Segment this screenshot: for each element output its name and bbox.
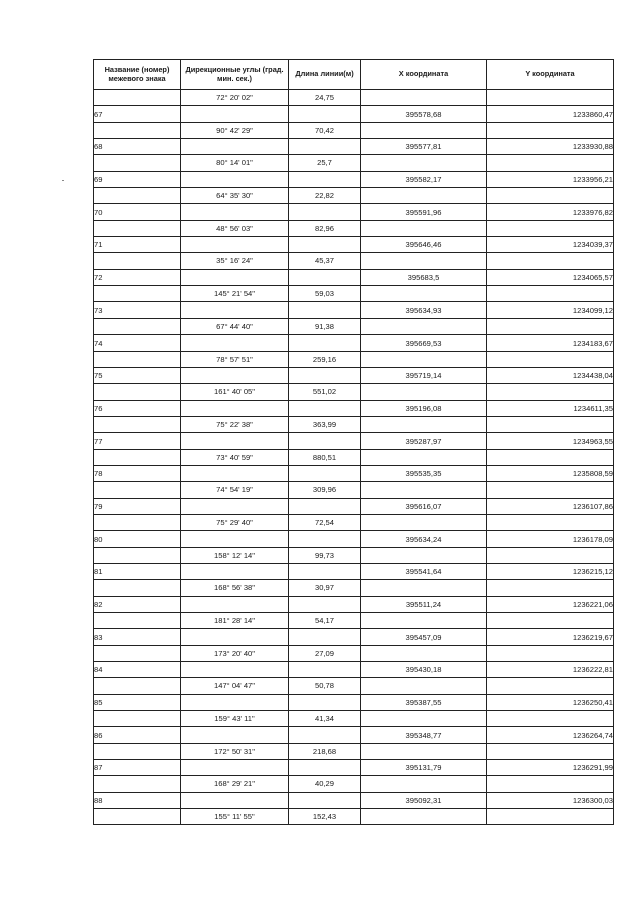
y-coordinate bbox=[487, 253, 614, 269]
x-coordinate: 395535,35 bbox=[361, 465, 487, 481]
direction-angle bbox=[181, 498, 289, 514]
x-coordinate bbox=[361, 220, 487, 236]
direction-angle bbox=[181, 792, 289, 808]
y-coordinate: 1236107,86 bbox=[487, 498, 614, 514]
point-name: 77 bbox=[94, 433, 181, 449]
y-coordinate bbox=[487, 547, 614, 563]
table-row-point bbox=[94, 531, 614, 547]
point-name: 76 bbox=[94, 400, 181, 416]
point-name: 68 bbox=[94, 139, 181, 155]
table-row-segment bbox=[94, 645, 614, 661]
line-length bbox=[289, 498, 361, 514]
header-y: Y координата bbox=[487, 60, 614, 90]
table-row-point bbox=[94, 596, 614, 612]
line-length bbox=[289, 433, 361, 449]
direction-angle: 74° 54' 19" bbox=[181, 482, 289, 498]
point-name: 83 bbox=[94, 629, 181, 645]
y-coordinate bbox=[487, 776, 614, 792]
table-row-segment bbox=[94, 547, 614, 563]
y-coordinate bbox=[487, 155, 614, 171]
point-name bbox=[94, 743, 181, 759]
direction-angle: 158° 12' 14" bbox=[181, 547, 289, 563]
x-coordinate bbox=[361, 416, 487, 432]
table-row-point bbox=[94, 760, 614, 776]
direction-angle: 80° 14' 01" bbox=[181, 155, 289, 171]
line-length bbox=[289, 792, 361, 808]
table-row-point bbox=[94, 400, 614, 416]
point-name: 75 bbox=[94, 367, 181, 383]
point-name bbox=[94, 220, 181, 236]
table-row-segment bbox=[94, 743, 614, 759]
x-coordinate: 395683,5 bbox=[361, 269, 487, 285]
direction-angle: 35° 16' 24" bbox=[181, 253, 289, 269]
line-length: 82,96 bbox=[289, 220, 361, 236]
y-coordinate bbox=[487, 743, 614, 759]
boundary-coordinates-table bbox=[93, 59, 614, 825]
direction-angle: 78° 57' 51" bbox=[181, 351, 289, 367]
point-name: 72 bbox=[94, 269, 181, 285]
table-row-segment bbox=[94, 514, 614, 530]
point-name bbox=[94, 122, 181, 138]
direction-angle bbox=[181, 629, 289, 645]
y-coordinate bbox=[487, 613, 614, 629]
direction-angle bbox=[181, 204, 289, 220]
x-coordinate: 395591,96 bbox=[361, 204, 487, 220]
direction-angle bbox=[181, 760, 289, 776]
line-length bbox=[289, 694, 361, 710]
x-coordinate: 395578,68 bbox=[361, 106, 487, 122]
x-coordinate: 395634,93 bbox=[361, 302, 487, 318]
point-name: 87 bbox=[94, 760, 181, 776]
point-name: 69 bbox=[94, 171, 181, 187]
x-coordinate bbox=[361, 776, 487, 792]
table-row-point bbox=[94, 171, 614, 187]
point-name: 74 bbox=[94, 335, 181, 351]
point-name bbox=[94, 155, 181, 171]
y-coordinate: 1233860,47 bbox=[487, 106, 614, 122]
x-coordinate: 395092,31 bbox=[361, 792, 487, 808]
x-coordinate: 395430,18 bbox=[361, 662, 487, 678]
line-length bbox=[289, 400, 361, 416]
point-name bbox=[94, 776, 181, 792]
table-row-segment bbox=[94, 613, 614, 629]
direction-angle: 168° 56' 38" bbox=[181, 580, 289, 596]
direction-angle: 168° 29' 21" bbox=[181, 776, 289, 792]
table-row-point bbox=[94, 237, 614, 253]
line-length bbox=[289, 596, 361, 612]
line-length: 50,78 bbox=[289, 678, 361, 694]
point-name bbox=[94, 645, 181, 661]
direction-angle bbox=[181, 433, 289, 449]
point-name: 85 bbox=[94, 694, 181, 710]
table-body bbox=[94, 90, 614, 825]
point-name bbox=[94, 416, 181, 432]
point-name: 67 bbox=[94, 106, 181, 122]
x-coordinate bbox=[361, 809, 487, 825]
point-name bbox=[94, 678, 181, 694]
x-coordinate bbox=[361, 449, 487, 465]
x-coordinate: 395634,24 bbox=[361, 531, 487, 547]
x-coordinate bbox=[361, 547, 487, 563]
line-length bbox=[289, 171, 361, 187]
point-name: 81 bbox=[94, 563, 181, 579]
y-coordinate: 1236300,03 bbox=[487, 792, 614, 808]
y-coordinate bbox=[487, 351, 614, 367]
table-row-point bbox=[94, 302, 614, 318]
y-coordinate bbox=[487, 416, 614, 432]
point-name bbox=[94, 482, 181, 498]
line-length bbox=[289, 629, 361, 645]
x-coordinate: 395582,17 bbox=[361, 171, 487, 187]
y-coordinate: 1236291,99 bbox=[487, 760, 614, 776]
x-coordinate bbox=[361, 286, 487, 302]
x-coordinate: 395131,79 bbox=[361, 760, 487, 776]
y-coordinate bbox=[487, 580, 614, 596]
direction-angle bbox=[181, 694, 289, 710]
line-length: 72,54 bbox=[289, 514, 361, 530]
table-row-point bbox=[94, 367, 614, 383]
point-name: 73 bbox=[94, 302, 181, 318]
direction-angle bbox=[181, 727, 289, 743]
point-name: 78 bbox=[94, 465, 181, 481]
point-name bbox=[94, 318, 181, 334]
table-row-point bbox=[94, 792, 614, 808]
table-row-segment bbox=[94, 351, 614, 367]
line-length: 25,7 bbox=[289, 155, 361, 171]
table-row-segment bbox=[94, 220, 614, 236]
line-length: 70,42 bbox=[289, 122, 361, 138]
line-length: 22,82 bbox=[289, 188, 361, 204]
y-coordinate bbox=[487, 188, 614, 204]
point-name: 86 bbox=[94, 727, 181, 743]
x-coordinate: 395387,55 bbox=[361, 694, 487, 710]
direction-angle: 147° 04' 47" bbox=[181, 678, 289, 694]
point-name bbox=[94, 449, 181, 465]
point-name bbox=[94, 286, 181, 302]
direction-angle: 159° 43' 11" bbox=[181, 711, 289, 727]
table-row-point bbox=[94, 563, 614, 579]
x-coordinate bbox=[361, 743, 487, 759]
point-name bbox=[94, 547, 181, 563]
x-coordinate bbox=[361, 318, 487, 334]
y-coordinate bbox=[487, 678, 614, 694]
x-coordinate: 395287,97 bbox=[361, 433, 487, 449]
header-x: X координата bbox=[361, 60, 487, 90]
point-name bbox=[94, 711, 181, 727]
point-name bbox=[94, 809, 181, 825]
x-coordinate bbox=[361, 482, 487, 498]
line-length bbox=[289, 727, 361, 743]
line-length: 309,96 bbox=[289, 482, 361, 498]
direction-angle bbox=[181, 662, 289, 678]
x-coordinate bbox=[361, 90, 487, 106]
table-row-segment bbox=[94, 90, 614, 106]
table-row-point bbox=[94, 106, 614, 122]
x-coordinate: 395669,53 bbox=[361, 335, 487, 351]
line-length: 27,09 bbox=[289, 645, 361, 661]
line-length bbox=[289, 335, 361, 351]
line-length: 41,34 bbox=[289, 711, 361, 727]
line-length bbox=[289, 269, 361, 285]
x-coordinate: 395196,08 bbox=[361, 400, 487, 416]
point-name bbox=[94, 514, 181, 530]
line-length bbox=[289, 465, 361, 481]
line-length: 30,97 bbox=[289, 580, 361, 596]
line-length bbox=[289, 563, 361, 579]
line-length: 40,29 bbox=[289, 776, 361, 792]
y-coordinate: 1236219,67 bbox=[487, 629, 614, 645]
table-row-segment bbox=[94, 122, 614, 138]
table-row-segment bbox=[94, 776, 614, 792]
y-coordinate bbox=[487, 318, 614, 334]
table-row-segment bbox=[94, 188, 614, 204]
line-length: 259,16 bbox=[289, 351, 361, 367]
table-row-point bbox=[94, 629, 614, 645]
table-row-point bbox=[94, 269, 614, 285]
direction-angle bbox=[181, 596, 289, 612]
x-coordinate: 395719,14 bbox=[361, 367, 487, 383]
table-row-point bbox=[94, 139, 614, 155]
table-row-point bbox=[94, 498, 614, 514]
x-coordinate bbox=[361, 645, 487, 661]
y-coordinate: 1233930,88 bbox=[487, 139, 614, 155]
direction-angle bbox=[181, 367, 289, 383]
direction-angle: 75° 22' 38" bbox=[181, 416, 289, 432]
x-coordinate bbox=[361, 613, 487, 629]
line-length bbox=[289, 760, 361, 776]
y-coordinate: 1234099,12 bbox=[487, 302, 614, 318]
line-length: 152,43 bbox=[289, 809, 361, 825]
direction-angle: 64° 35' 30" bbox=[181, 188, 289, 204]
y-coordinate: 1236264,74 bbox=[487, 727, 614, 743]
x-coordinate bbox=[361, 351, 487, 367]
x-coordinate: 395541,64 bbox=[361, 563, 487, 579]
direction-angle bbox=[181, 139, 289, 155]
direction-angle: 73° 40' 59" bbox=[181, 449, 289, 465]
table-row-point bbox=[94, 465, 614, 481]
line-length bbox=[289, 367, 361, 383]
table-row-segment bbox=[94, 416, 614, 432]
line-length bbox=[289, 531, 361, 547]
header-row bbox=[94, 60, 614, 90]
direction-angle bbox=[181, 237, 289, 253]
point-name: 71 bbox=[94, 237, 181, 253]
table-row-point bbox=[94, 694, 614, 710]
direction-angle: 172° 50' 31" bbox=[181, 743, 289, 759]
header-length: Длина линии(м) bbox=[289, 60, 361, 90]
y-coordinate: 1233956,21 bbox=[487, 171, 614, 187]
point-name bbox=[94, 90, 181, 106]
point-name bbox=[94, 351, 181, 367]
y-coordinate: 1235808,59 bbox=[487, 465, 614, 481]
y-coordinate: 1234438,04 bbox=[487, 367, 614, 383]
y-coordinate bbox=[487, 286, 614, 302]
header-name: Название (номер) межевого знака bbox=[94, 60, 181, 90]
line-length: 24,75 bbox=[289, 90, 361, 106]
x-coordinate bbox=[361, 678, 487, 694]
point-name: 79 bbox=[94, 498, 181, 514]
line-length bbox=[289, 204, 361, 220]
table-header bbox=[94, 60, 614, 90]
direction-angle: 90° 42' 29" bbox=[181, 122, 289, 138]
y-coordinate: 1233976,82 bbox=[487, 204, 614, 220]
table-row-point bbox=[94, 433, 614, 449]
point-name bbox=[94, 188, 181, 204]
table-row-segment bbox=[94, 253, 614, 269]
direction-angle bbox=[181, 563, 289, 579]
x-coordinate: 395616,07 bbox=[361, 498, 487, 514]
line-length bbox=[289, 237, 361, 253]
x-coordinate: 395646,46 bbox=[361, 237, 487, 253]
direction-angle bbox=[181, 269, 289, 285]
y-coordinate bbox=[487, 220, 614, 236]
table-row-segment bbox=[94, 286, 614, 302]
line-length: 363,99 bbox=[289, 416, 361, 432]
table-row-point bbox=[94, 727, 614, 743]
line-length: 45,37 bbox=[289, 253, 361, 269]
point-name bbox=[94, 613, 181, 629]
table-row-segment bbox=[94, 580, 614, 596]
x-coordinate bbox=[361, 384, 487, 400]
y-coordinate bbox=[487, 645, 614, 661]
direction-angle bbox=[181, 335, 289, 351]
point-name: 88 bbox=[94, 792, 181, 808]
x-coordinate bbox=[361, 580, 487, 596]
table-row-point bbox=[94, 204, 614, 220]
y-coordinate: 1236215,12 bbox=[487, 563, 614, 579]
table-row-point bbox=[94, 662, 614, 678]
direction-angle bbox=[181, 400, 289, 416]
line-length: 218,68 bbox=[289, 743, 361, 759]
scan-speck bbox=[62, 180, 64, 181]
table-row-segment bbox=[94, 711, 614, 727]
table-row-segment bbox=[94, 678, 614, 694]
point-name bbox=[94, 384, 181, 400]
y-coordinate: 1234065,57 bbox=[487, 269, 614, 285]
table-row-point bbox=[94, 335, 614, 351]
line-length: 99,73 bbox=[289, 547, 361, 563]
x-coordinate bbox=[361, 514, 487, 530]
table-row-segment bbox=[94, 482, 614, 498]
line-length: 880,51 bbox=[289, 449, 361, 465]
direction-angle: 75° 29' 40" bbox=[181, 514, 289, 530]
direction-angle: 181° 28' 14" bbox=[181, 613, 289, 629]
direction-angle: 72° 20' 02" bbox=[181, 90, 289, 106]
point-name bbox=[94, 253, 181, 269]
y-coordinate bbox=[487, 384, 614, 400]
x-coordinate bbox=[361, 188, 487, 204]
line-length bbox=[289, 302, 361, 318]
y-coordinate bbox=[487, 449, 614, 465]
line-length: 59,03 bbox=[289, 286, 361, 302]
x-coordinate bbox=[361, 711, 487, 727]
y-coordinate: 1234611,35 bbox=[487, 400, 614, 416]
table-row-segment bbox=[94, 155, 614, 171]
x-coordinate bbox=[361, 155, 487, 171]
x-coordinate bbox=[361, 122, 487, 138]
y-coordinate bbox=[487, 482, 614, 498]
line-length: 91,38 bbox=[289, 318, 361, 334]
direction-angle bbox=[181, 302, 289, 318]
line-length bbox=[289, 106, 361, 122]
x-coordinate: 395348,77 bbox=[361, 727, 487, 743]
y-coordinate bbox=[487, 711, 614, 727]
direction-angle: 145° 21' 54" bbox=[181, 286, 289, 302]
point-name bbox=[94, 580, 181, 596]
direction-angle bbox=[181, 106, 289, 122]
direction-angle: 48° 56' 03" bbox=[181, 220, 289, 236]
table-row-segment bbox=[94, 318, 614, 334]
y-coordinate bbox=[487, 122, 614, 138]
direction-angle: 67° 44' 40" bbox=[181, 318, 289, 334]
direction-angle: 155° 11' 55" bbox=[181, 809, 289, 825]
table-row-segment bbox=[94, 384, 614, 400]
direction-angle bbox=[181, 531, 289, 547]
direction-angle: 173° 20' 40" bbox=[181, 645, 289, 661]
y-coordinate: 1234183,67 bbox=[487, 335, 614, 351]
x-coordinate: 395577,81 bbox=[361, 139, 487, 155]
y-coordinate bbox=[487, 514, 614, 530]
line-length bbox=[289, 139, 361, 155]
y-coordinate: 1234963,55 bbox=[487, 433, 614, 449]
table-row-segment bbox=[94, 809, 614, 825]
line-length: 54,17 bbox=[289, 613, 361, 629]
y-coordinate bbox=[487, 809, 614, 825]
direction-angle bbox=[181, 465, 289, 481]
line-length bbox=[289, 662, 361, 678]
y-coordinate bbox=[487, 90, 614, 106]
y-coordinate: 1236222,81 bbox=[487, 662, 614, 678]
point-name: 82 bbox=[94, 596, 181, 612]
point-name: 80 bbox=[94, 531, 181, 547]
header-angle: Дирекционные углы (град. мин. сек.) bbox=[181, 60, 289, 90]
y-coordinate: 1236178,09 bbox=[487, 531, 614, 547]
direction-angle bbox=[181, 171, 289, 187]
table-row-segment bbox=[94, 449, 614, 465]
y-coordinate: 1236221,06 bbox=[487, 596, 614, 612]
y-coordinate: 1234039,37 bbox=[487, 237, 614, 253]
point-name: 70 bbox=[94, 204, 181, 220]
y-coordinate: 1236250,41 bbox=[487, 694, 614, 710]
x-coordinate bbox=[361, 253, 487, 269]
x-coordinate: 395511,24 bbox=[361, 596, 487, 612]
x-coordinate: 395457,09 bbox=[361, 629, 487, 645]
direction-angle: 161° 40' 05" bbox=[181, 384, 289, 400]
line-length: 551,02 bbox=[289, 384, 361, 400]
point-name: 84 bbox=[94, 662, 181, 678]
